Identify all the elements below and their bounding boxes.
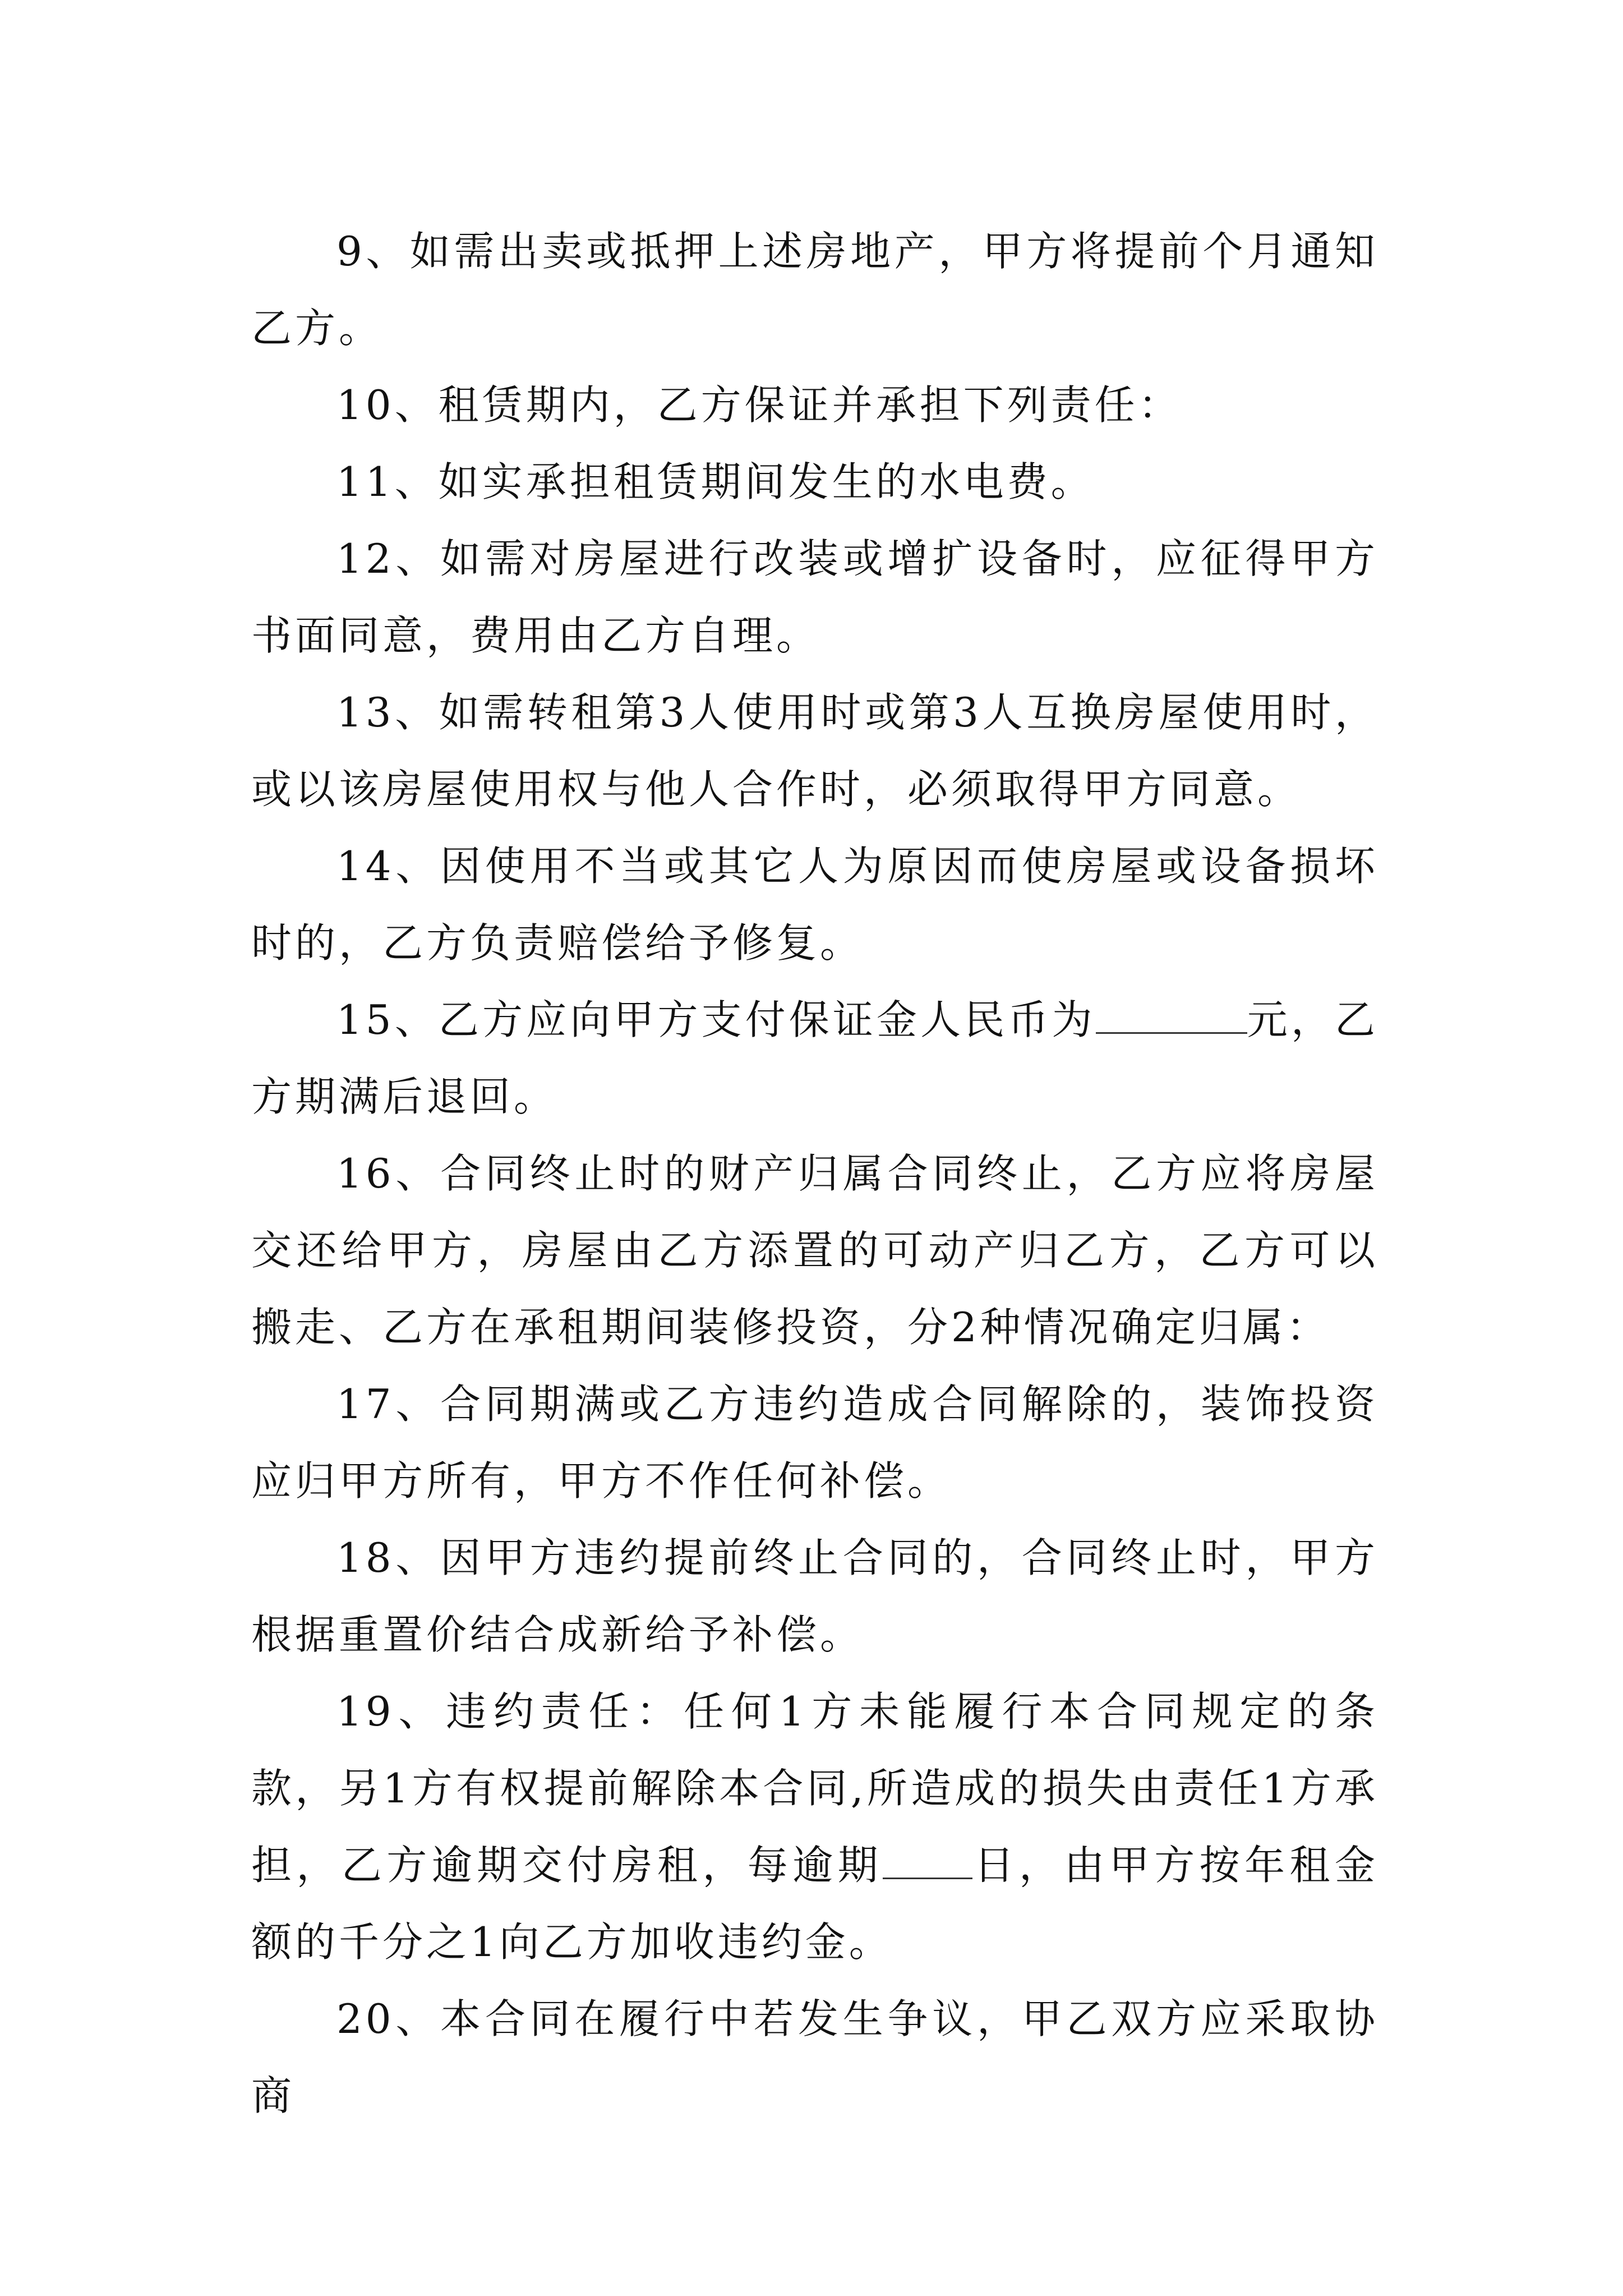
clause-17: 17、合同期满或乙方违约造成合同解除的，装饰投资应归甲方所有，甲方不作任何补偿。 (251, 1381, 1378, 1504)
clause-10: 10、租赁期内，乙方保证并承担下列责任： (336, 381, 1182, 429)
clause-13: 13、如需转租第3人使用时或第3人互换房屋使用时，或以该房屋使用权与他人合作时，必须取得甲方同意。 (251, 689, 1378, 813)
clause-19-text-before: 19、违约责任：任何1方未能履行本合同规定的条款，另1方有权提前解除本合同,所造成的损失由责任1方承担，乙方逾期交付房租，每逾期 (251, 1688, 1378, 1889)
clause-14: 14、因使用不当或其它人为原因而使房屋或设备损坏时的，乙方负责赔偿给予修复。 (251, 843, 1378, 967)
clause-15-text-before: 15、乙方应向甲方支付保证金人民币为 (336, 996, 1096, 1043)
clause-15-text-after: 元，乙方期满后退回。 (251, 996, 1378, 1120)
deposit-amount-blank (1096, 992, 1247, 1034)
clause-19 (251, 1673, 1378, 1981)
document-body (251, 213, 1378, 2134)
clause-19-text-after: 日，由甲方按年租金额的千分之1向乙方加收违约金。 (251, 1842, 1378, 1966)
clause-18: 18、因甲方违约提前终止合同的，合同终止时，甲方根据重置价结合成新给予补偿。 (251, 1534, 1378, 1658)
clause-16: 16、合同终止时的财产归属合同终止，乙方应将房屋交还给甲方，房屋由乙方添置的可动产归乙方，乙方可以搬走、乙方在承租期间装修投资，分2种情况确定归属： (251, 1150, 1378, 1351)
clause-15 (251, 982, 1378, 1135)
clause-20: 20、本合同在履行中若发生争议，甲乙双方应采取协商 (251, 1995, 1378, 2119)
clause-11: 11、如实承担租赁期间发生的水电费。 (336, 458, 1095, 505)
overdue-days-blank (883, 1837, 972, 1879)
clause-9: 9、如需出卖或抵押上述房地产，甲方将提前个月通知乙方。 (251, 228, 1378, 352)
clause-12: 12、如需对房屋进行改装或增扩设备时，应征得甲方书面同意，费用由乙方自理。 (251, 535, 1378, 659)
